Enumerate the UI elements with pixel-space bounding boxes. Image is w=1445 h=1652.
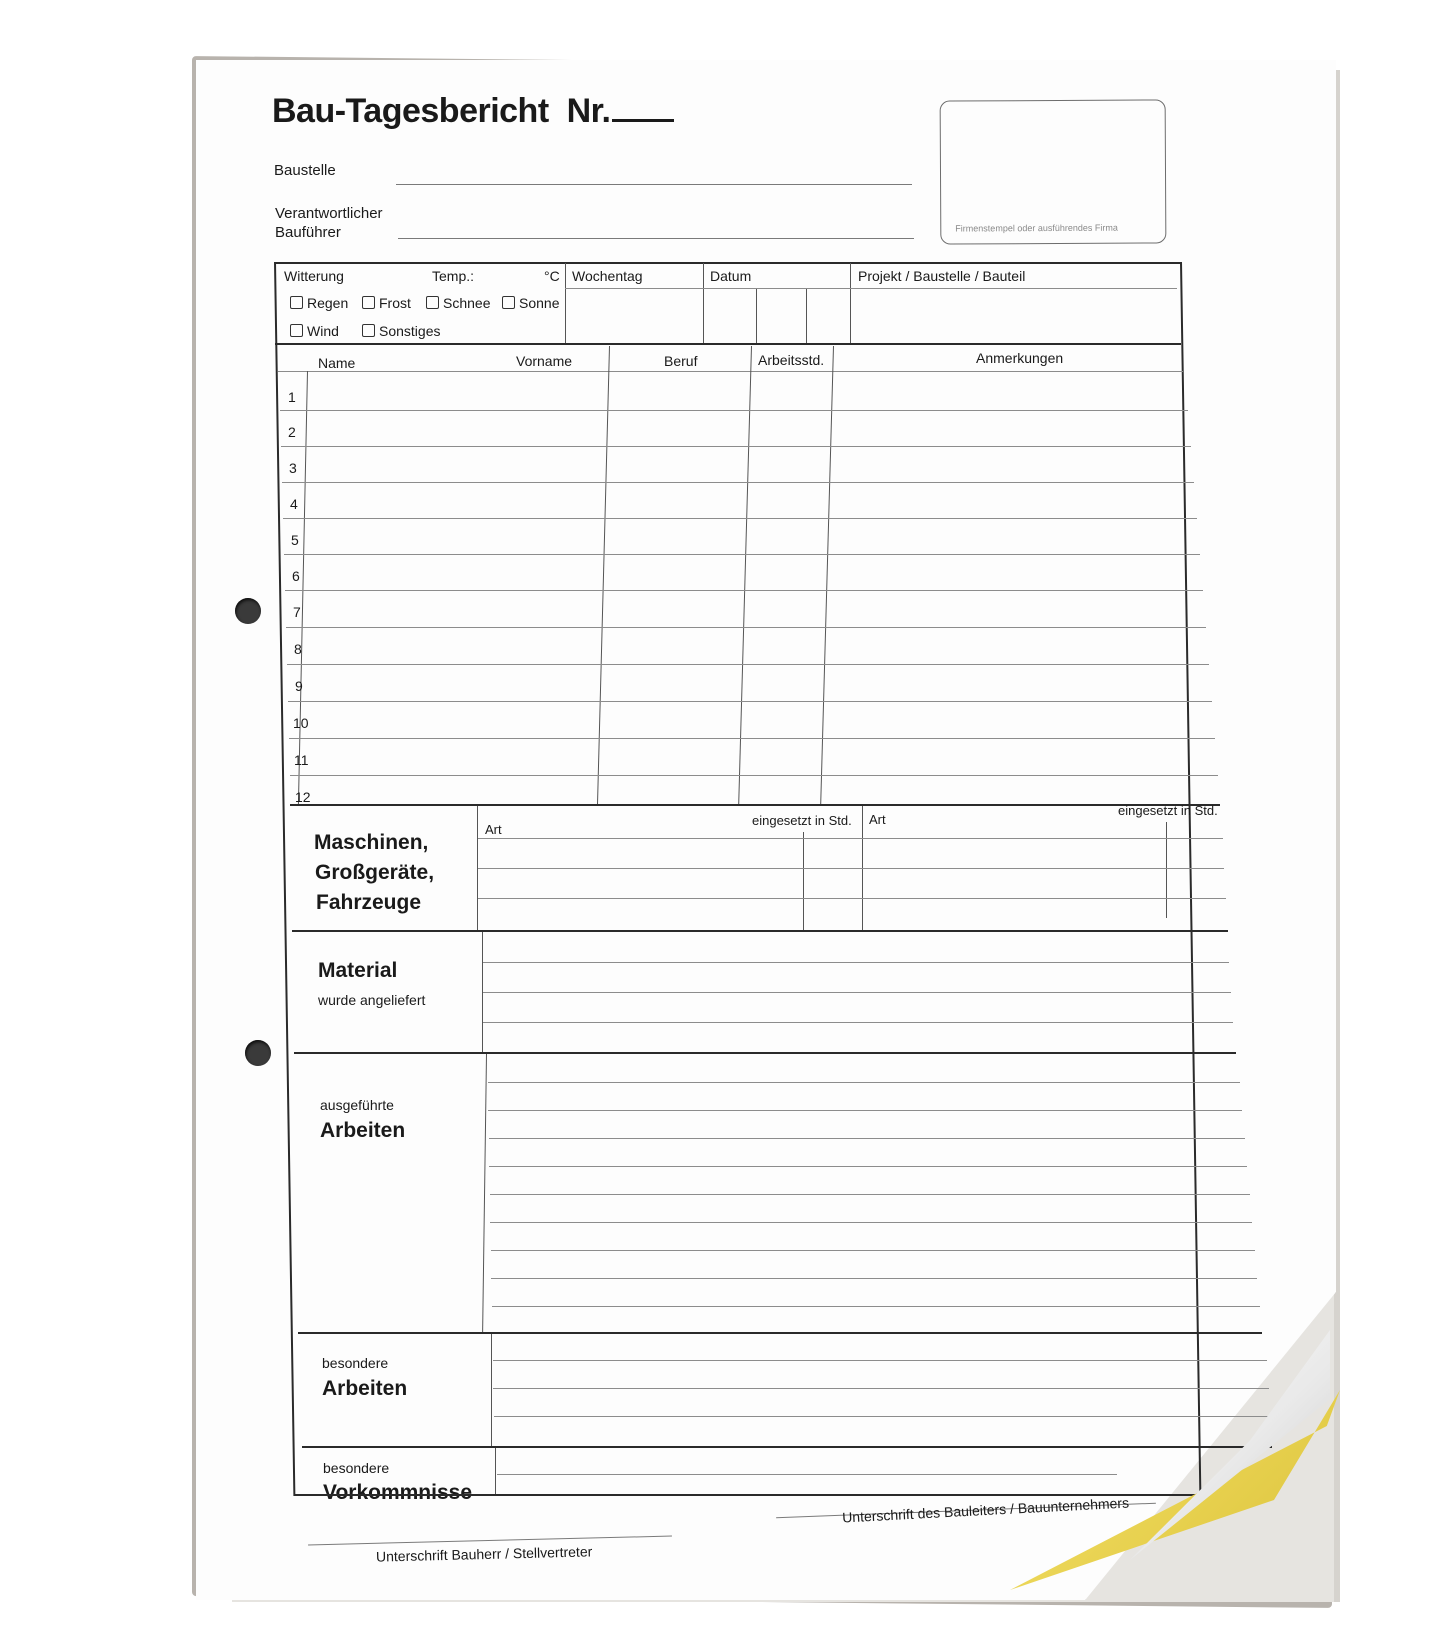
table-row: [283, 518, 1197, 519]
row-number: 8: [294, 641, 302, 657]
option-label: Regen: [307, 295, 349, 311]
checkbox-sonne[interactable]: [502, 295, 559, 311]
table-row: [287, 664, 1209, 665]
title-text: Bau-Tagesbericht: [272, 92, 549, 130]
divider: [490, 1222, 1252, 1223]
arbeiten-title: Arbeiten: [320, 1119, 406, 1142]
divider: [492, 1306, 1260, 1307]
divider: [278, 371, 1183, 372]
row-number: 2: [288, 424, 296, 440]
checkbox-frost[interactable]: [362, 295, 411, 311]
vorkommnisse-pre: besondere: [323, 1460, 390, 1476]
nr-field[interactable]: [612, 93, 674, 122]
divider: [304, 1494, 1156, 1496]
wochentag-label: Wochentag: [572, 268, 643, 284]
option-label: Sonstiges: [379, 323, 441, 339]
divider: [292, 930, 1228, 932]
option-label: Schnee: [443, 295, 491, 311]
divider: [302, 1446, 1272, 1448]
table-row: [289, 738, 1215, 739]
nr-label: Nr.: [566, 92, 611, 130]
row-number: 1: [288, 389, 296, 405]
row-number: 6: [292, 568, 300, 584]
row-number: 5: [291, 532, 299, 548]
checkbox-icon: [290, 324, 303, 337]
divider: [488, 1110, 1242, 1111]
divider: [703, 263, 704, 343]
stamp-caption: Firmenstempel oder ausführendes Firma: [955, 222, 1118, 234]
divider: [489, 1138, 1245, 1139]
vorkommnisse-title: Vorkommnisse: [323, 1481, 472, 1504]
divider: [491, 1278, 1257, 1279]
checkbox-sonstiges[interactable]: [362, 323, 440, 339]
col-arbeitsstd: Arbeitsstd.: [758, 352, 825, 368]
material-title: Material: [318, 959, 398, 982]
col-name: Name: [318, 355, 356, 371]
option-label: Frost: [379, 295, 411, 311]
table-row: [280, 410, 1188, 411]
row-number: 4: [290, 496, 298, 512]
divider: [495, 1448, 496, 1494]
table-row: [284, 554, 1200, 555]
checkbox-regen[interactable]: [290, 295, 348, 311]
divider: [491, 1250, 1255, 1251]
option-label: Wind: [307, 323, 339, 339]
witterung-label: Witterung: [284, 268, 344, 284]
punch-hole-bottom: [245, 1040, 271, 1066]
divider: [483, 992, 1231, 993]
divider: [565, 288, 1177, 289]
baustelle-label: Baustelle: [274, 162, 336, 179]
hours-right-label: eingesetzt in Std.: [1118, 803, 1218, 818]
divider: [494, 1416, 1272, 1417]
col-vorname: Vorname: [516, 353, 573, 369]
checkbox-icon: [290, 296, 303, 309]
datum-label: Datum: [710, 268, 752, 284]
temp-unit: °C: [544, 268, 560, 284]
row-number: 3: [289, 460, 297, 476]
divider: [478, 868, 1224, 869]
projekt-label: Projekt / Baustelle / Bauteil: [858, 268, 1026, 284]
material-subtitle: wurde angeliefert: [318, 992, 426, 1008]
divider: [478, 838, 1223, 839]
checkbox-icon: [502, 296, 515, 309]
verantwortlicher-field[interactable]: [398, 238, 914, 239]
besondere-arbeiten-pre: besondere: [322, 1355, 389, 1371]
divider: [497, 1474, 1117, 1475]
divider: [488, 1082, 1240, 1083]
row-number: 7: [293, 604, 301, 620]
divider: [483, 1022, 1233, 1023]
divider: [489, 1166, 1247, 1167]
option-label: Sonne: [519, 295, 560, 311]
checkbox-icon: [426, 296, 439, 309]
company-stamp-box[interactable]: [940, 99, 1167, 244]
art-left-label: Art: [485, 822, 502, 837]
row-number: 10: [293, 715, 309, 731]
machines-title-1: Maschinen,: [314, 831, 429, 854]
divider: [493, 1360, 1267, 1361]
table-row: [288, 701, 1212, 702]
checkbox-wind[interactable]: [290, 323, 339, 339]
arbeiten-pre: ausgeführte: [320, 1097, 394, 1113]
divider: [565, 263, 566, 343]
divider: [493, 1388, 1269, 1389]
divider: [478, 898, 1226, 899]
divider: [275, 343, 1181, 345]
divider: [491, 1334, 492, 1446]
checkbox-schnee[interactable]: [426, 295, 490, 311]
signature-label-left: Unterschrift Bauherr / Stellvertreter: [375, 1543, 593, 1565]
table-row: [282, 482, 1194, 483]
col-beruf: Beruf: [664, 353, 698, 369]
table-row: [281, 446, 1191, 447]
divider: [803, 832, 804, 930]
divider: [483, 962, 1229, 963]
page-title: [272, 92, 674, 131]
verantwortlicher-label-1: Verantwortlicher: [275, 205, 383, 222]
temp-label: Temp.:: [432, 268, 475, 284]
art-right-label: Art: [869, 812, 886, 827]
divider: [294, 1052, 1236, 1054]
divider: [490, 1194, 1250, 1195]
hours-left-label: eingesetzt in Std.: [752, 813, 852, 828]
machines-title-3: Fahrzeuge: [316, 891, 422, 914]
divider: [298, 1332, 1262, 1334]
baustelle-field[interactable]: [396, 184, 912, 185]
row-number: 11: [294, 752, 309, 768]
signature-label-right: Unterschrift des Bauleiters / Bauunternehmers: [841, 1494, 1130, 1526]
checkbox-icon: [362, 324, 375, 337]
checkbox-icon: [362, 296, 375, 309]
row-number: 12: [295, 789, 311, 805]
punch-hole-top: [235, 598, 261, 624]
col-anmerkungen: Anmerkungen: [976, 350, 1064, 366]
divider: [290, 804, 1220, 806]
table-row: [285, 590, 1203, 591]
divider: [1166, 822, 1167, 918]
divider: [806, 289, 807, 343]
machines-title-2: Großgeräte,: [315, 861, 435, 884]
row-number: 9: [295, 678, 303, 694]
divider: [756, 289, 757, 343]
verantwortlicher-label-2: Bauführer: [275, 224, 341, 241]
besondere-arbeiten-title: Arbeiten: [322, 1377, 408, 1400]
table-row: [290, 775, 1218, 776]
table-row: [286, 627, 1206, 628]
divider: [850, 263, 851, 343]
